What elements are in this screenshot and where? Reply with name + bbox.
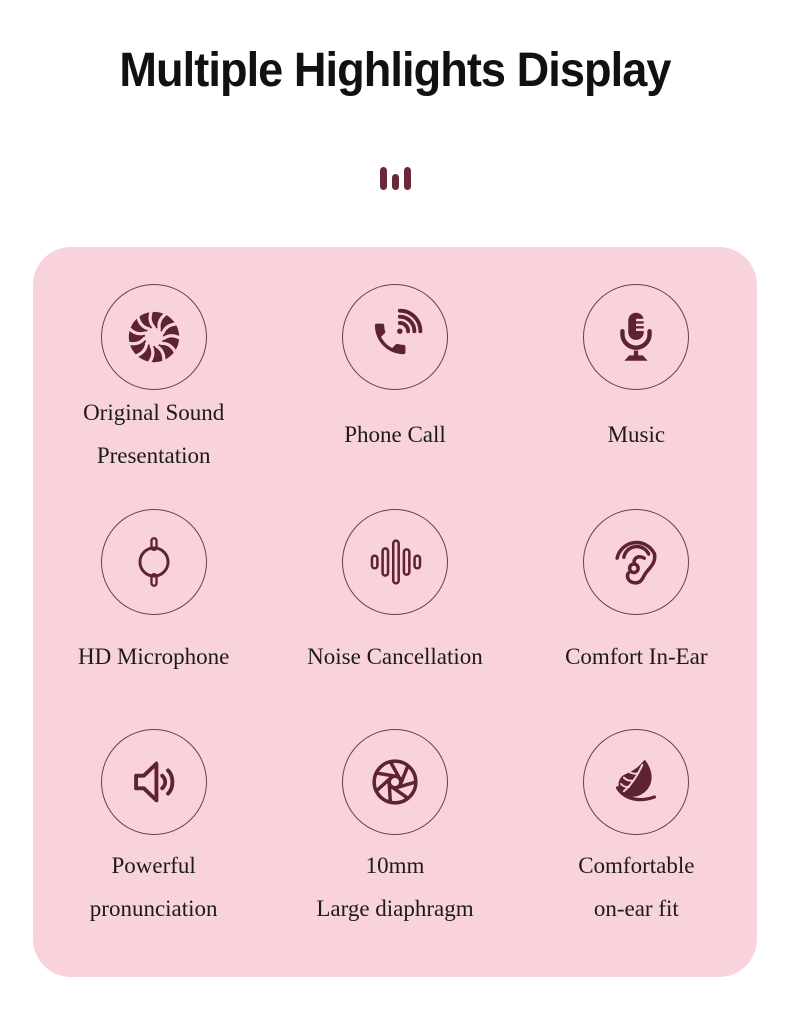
feature-row-1 bbox=[33, 247, 757, 509]
icon-circle bbox=[101, 284, 207, 390]
three-vertical-bars-icon bbox=[0, 166, 790, 190]
icon-circle bbox=[342, 284, 448, 390]
feature-original-sound bbox=[33, 247, 274, 509]
feature-large-diaphragm bbox=[274, 729, 515, 977]
feature-hd-microphone bbox=[33, 509, 274, 729]
icon-circle bbox=[583, 284, 689, 390]
feature-label: Phone Call bbox=[344, 421, 446, 447]
retro-microphone-icon bbox=[605, 306, 667, 368]
icon-circle bbox=[583, 729, 689, 835]
hd-microphone-icon bbox=[123, 531, 185, 593]
feature-powerful-pronunciation bbox=[33, 729, 274, 977]
leaf-icon bbox=[605, 751, 667, 813]
feature-comfortable-fit bbox=[516, 729, 757, 977]
feature-noise-cancellation bbox=[274, 509, 515, 729]
swirl-diaphragm-icon bbox=[123, 306, 185, 368]
feature-label: Comfortable on-ear fit bbox=[578, 853, 695, 921]
sound-wave-bars-icon bbox=[364, 531, 426, 593]
phone-call-icon bbox=[364, 306, 426, 368]
feature-label: 10mm Large diaphragm bbox=[316, 853, 474, 921]
feature-label: Music bbox=[607, 421, 666, 447]
page-title: Multiple Highlights Display bbox=[119, 44, 671, 97]
icon-circle bbox=[101, 509, 207, 615]
icon-circle bbox=[101, 729, 207, 835]
highlight-panel bbox=[33, 247, 757, 977]
speaker-icon bbox=[123, 751, 185, 813]
feature-music bbox=[516, 247, 757, 509]
icon-circle bbox=[342, 509, 448, 615]
feature-row-3 bbox=[33, 729, 757, 977]
icon-circle bbox=[342, 729, 448, 835]
feature-comfort-in-ear bbox=[516, 509, 757, 729]
feature-label: Original Sound Presentation bbox=[83, 400, 225, 468]
icon-circle bbox=[583, 509, 689, 615]
ear-icon bbox=[605, 531, 667, 593]
aperture-icon bbox=[364, 751, 426, 813]
feature-row-2 bbox=[33, 509, 757, 729]
feature-phone-call bbox=[274, 247, 515, 509]
feature-label: Powerful pronunciation bbox=[89, 853, 218, 921]
feature-label: Comfort In-Ear bbox=[565, 643, 708, 669]
feature-label: Noise Cancellation bbox=[307, 643, 483, 669]
feature-label: HD Microphone bbox=[77, 643, 230, 669]
